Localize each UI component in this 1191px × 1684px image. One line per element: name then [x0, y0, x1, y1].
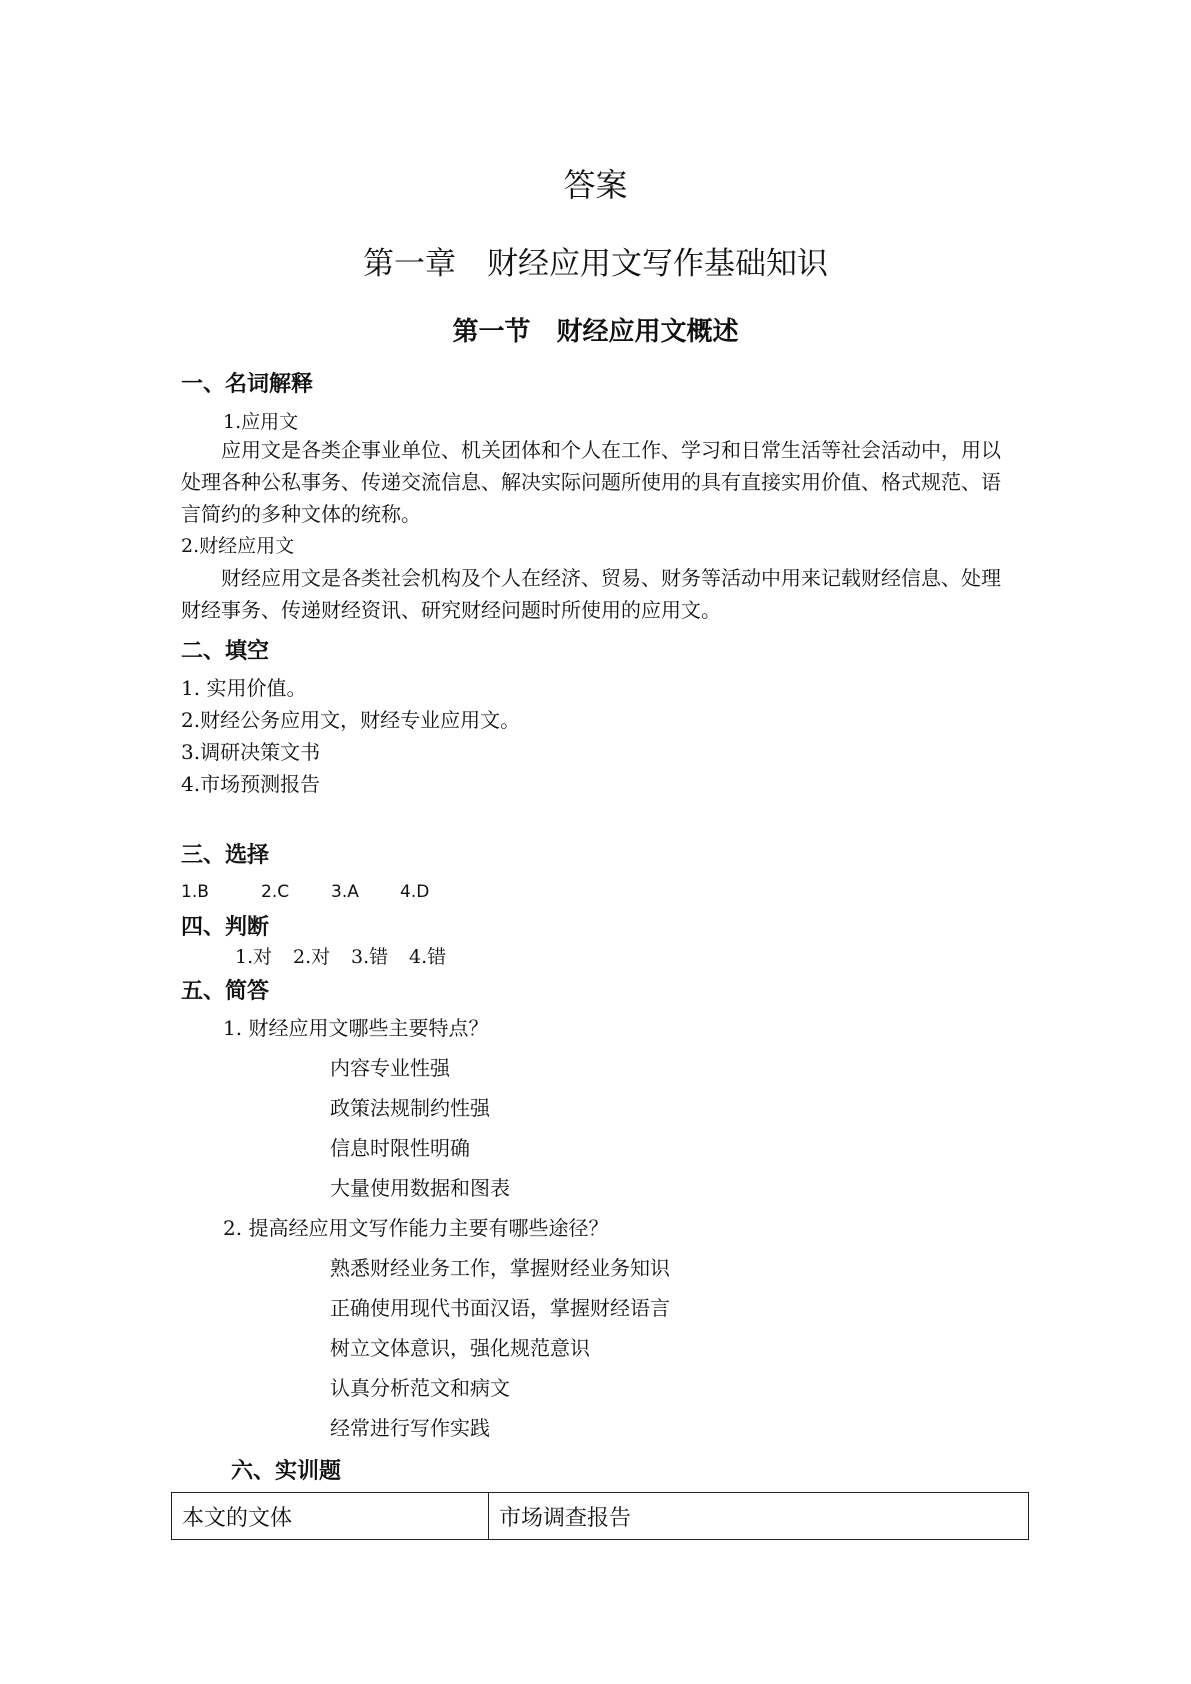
term2-definition-text: 财经应用文是各类社会机构及个人在经济、贸易、财务等活动中用来记载财经信息、处理财经事务、传递财经资讯、研究财经问题时所使用的应用文。 — [181, 566, 1001, 622]
q1-point-3: 信息时限性明确 — [330, 1136, 470, 1160]
fill-item-3: 3.调研决策文书 — [181, 740, 321, 764]
table-cell-label: 本文的文体 — [172, 1493, 489, 1540]
part2-heading: 二、填空 — [181, 639, 270, 664]
part4-heading: 四、判断 — [181, 915, 270, 940]
term2-definition — [181, 562, 1019, 626]
choice-answer-3: 3.A — [331, 882, 359, 902]
table-row — [172, 1493, 1029, 1540]
short-question-2: 2. 提高经应用文写作能力主要有哪些途径？ — [223, 1216, 609, 1240]
judge-answer-1: 1.对 — [235, 946, 273, 968]
chapter-heading: 第一章 财经应用文写作基础知识 — [363, 246, 828, 282]
training-table — [171, 1492, 1029, 1540]
part6-heading: 六、实训题 — [231, 1459, 342, 1484]
judge-answer-2: 2.对 — [293, 946, 331, 968]
part3-heading: 三、选择 — [181, 843, 270, 868]
q2-point-4: 认真分析范文和病文 — [330, 1376, 510, 1400]
short-question-1: 1. 财经应用文哪些主要特点？ — [223, 1016, 489, 1040]
part1-heading: 一、名词解释 — [181, 372, 314, 397]
table-cell-value: 市场调查报告 — [489, 1493, 1029, 1540]
q2-point-1: 熟悉财经业务工作，掌握财经业务知识 — [330, 1256, 670, 1280]
fill-item-1: 1. 实用价值。 — [181, 676, 307, 700]
choice-answer-4: 4.D — [400, 882, 430, 902]
term2-label: 2.财经应用文 — [181, 535, 295, 557]
choice-answer-2: 2.C — [261, 882, 290, 902]
q1-point-1: 内容专业性强 — [330, 1056, 450, 1080]
judge-answer-3: 3.错 — [351, 946, 389, 968]
q1-point-4: 大量使用数据和图表 — [330, 1176, 510, 1200]
part5-heading: 五、简答 — [181, 979, 270, 1004]
term1-definition-text: 应用文是各类企事业单位、机关团体和个人在工作、学习和日常生活等社会活动中，用以处理各种公私事务、传递交流信息、解决实际问题所使用的具有直接实用价值、格式规范、语言简约的多种文体的统称。 — [181, 438, 1001, 526]
q2-point-5: 经常进行写作实践 — [330, 1416, 490, 1440]
page-title: 答案 — [563, 166, 628, 204]
term1-label: 1.应用文 — [223, 411, 299, 433]
q2-point-2: 正确使用现代书面汉语，掌握财经语言 — [330, 1296, 670, 1320]
q1-point-2: 政策法规制约性强 — [330, 1096, 490, 1120]
q2-point-3: 树立文体意识，强化规范意识 — [330, 1336, 590, 1360]
fill-item-2: 2.财经公务应用文，财经专业应用文。 — [181, 708, 521, 732]
fill-item-4: 4.市场预测报告 — [181, 772, 321, 796]
choice-answer-1: 1.B — [181, 882, 209, 902]
section-heading: 第一节 财经应用文概述 — [452, 317, 739, 347]
term1-definition — [181, 434, 1019, 530]
judge-answer-4: 4.错 — [409, 946, 447, 968]
